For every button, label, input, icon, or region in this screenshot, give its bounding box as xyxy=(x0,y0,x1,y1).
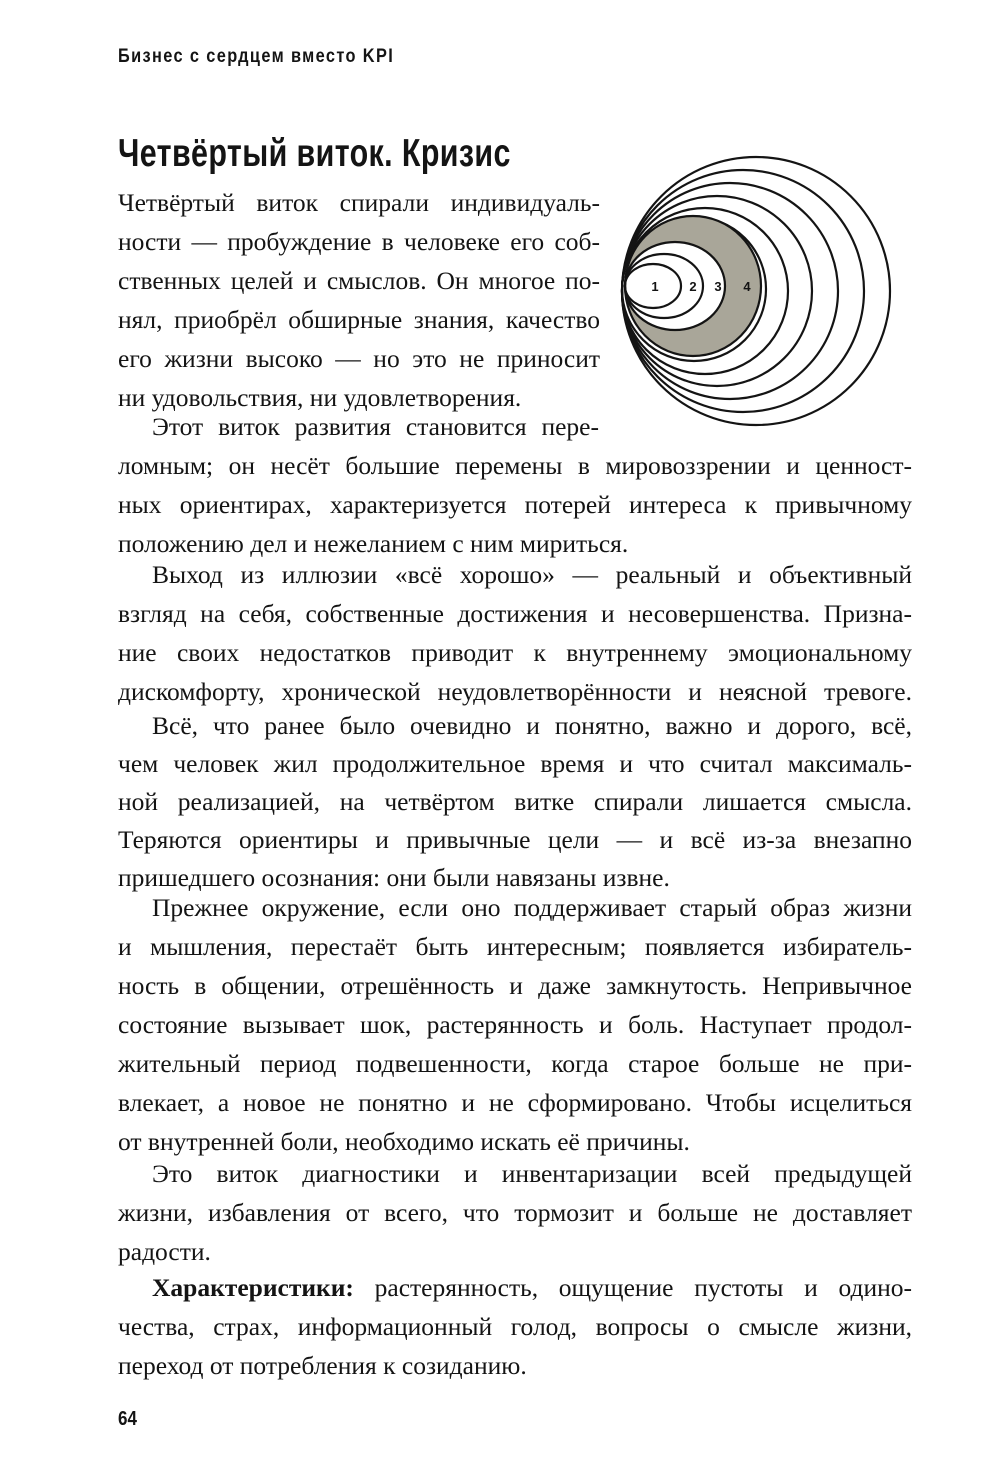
body-line: ной реализацией, на четвёртом витке спирали лишается смысла. xyxy=(118,787,912,816)
body-line: ние своих недостатков приводит к внутреннему эмоциональному xyxy=(118,638,912,667)
body-line: жизни, избавления от всего, что тормозит и больше не доставляет xyxy=(118,1198,912,1227)
spiral-diagram xyxy=(620,155,892,427)
body-line: Прежнее окружение, если оно поддерживает старый образ жизни xyxy=(152,893,912,922)
body-line: пришедшего осознания: они были навязаны извне. xyxy=(118,863,670,892)
body-line: Это виток диагностики и инвентаризации всей предыдущей xyxy=(152,1159,912,1188)
body-line: влекает, а новое не понятно и не сформировано. Чтобы исцелиться xyxy=(118,1088,912,1117)
body-line: ных ориентирах, характеризуется потерей интереса к привычному xyxy=(118,490,912,519)
body-line: взгляд на себя, собственные достижения и несовершенства. Призна- xyxy=(118,599,912,628)
body-line: состояние вызывает шок, растерянность и боль. Наступает продол- xyxy=(118,1010,912,1039)
body-line: чем человек жил продолжительное время и что считал максималь- xyxy=(118,749,912,778)
body-line: его жизни высоко — но это не приносит xyxy=(118,344,600,373)
body-line: Четвёртый виток спирали индивидуаль- xyxy=(118,188,600,217)
ring-label-2: 2 xyxy=(689,279,697,294)
body-line: дискомфорту, хронической неудовлетворённости и неясной тревоге. xyxy=(118,677,912,706)
body-line: чества, страх, информационный голод, вопросы о смысле жизни, xyxy=(118,1312,912,1341)
body-line: Всё, что ранее было очевидно и понятно, важно и дорого, всё, xyxy=(152,711,912,740)
body-line: Этот виток развития становится пере- xyxy=(152,412,599,441)
body-line: нял, приобрёл обширные знания, качество xyxy=(118,305,600,334)
body-line: радости. xyxy=(118,1237,211,1266)
body-line: Теряются ориентиры и привычные цели — и всё из-за внезапно xyxy=(118,825,912,854)
body-line: положению дел и нежеланием с ним мириться. xyxy=(118,529,629,558)
ring-label-1: 1 xyxy=(651,279,659,294)
characteristics-text: растерянность, ощущение пустоты и одино- xyxy=(374,1273,912,1302)
body-line: переход от потребления к созиданию. xyxy=(118,1351,527,1380)
body-line: ломным; он несёт большие перемены в мировоззрении и ценност- xyxy=(118,451,912,480)
ring-label-3: 3 xyxy=(714,279,722,294)
characteristics-line xyxy=(152,1273,912,1303)
chapter-title: Четвёртый виток. Кризис xyxy=(118,132,511,175)
ring-label-4: 4 xyxy=(743,279,751,294)
body-line: ности — пробуждение в человеке его соб- xyxy=(118,227,600,256)
body-line: ность в общении, отрешённость и даже замкнутость. Непривычное xyxy=(118,971,912,1000)
running-header: Бизнес с сердцем вместо KPI xyxy=(118,46,395,67)
characteristics-label: Характеристики: xyxy=(152,1273,354,1302)
body-line: и мышления, перестаёт быть интересным; появляется избиратель- xyxy=(118,932,912,961)
body-line: ственных целей и смыслов. Он многое по- xyxy=(118,266,600,295)
body-line: от внутренней боли, необходимо искать её причины. xyxy=(118,1127,690,1156)
page-number: 64 xyxy=(118,1408,137,1430)
body-line: ни удовольствия, ни удовлетворения. xyxy=(118,383,522,412)
body-line: жительный период подвешенности, когда старое больше не при- xyxy=(118,1049,912,1078)
body-line: Выход из иллюзии «всё хорошо» — реальный и объективный xyxy=(152,560,912,589)
